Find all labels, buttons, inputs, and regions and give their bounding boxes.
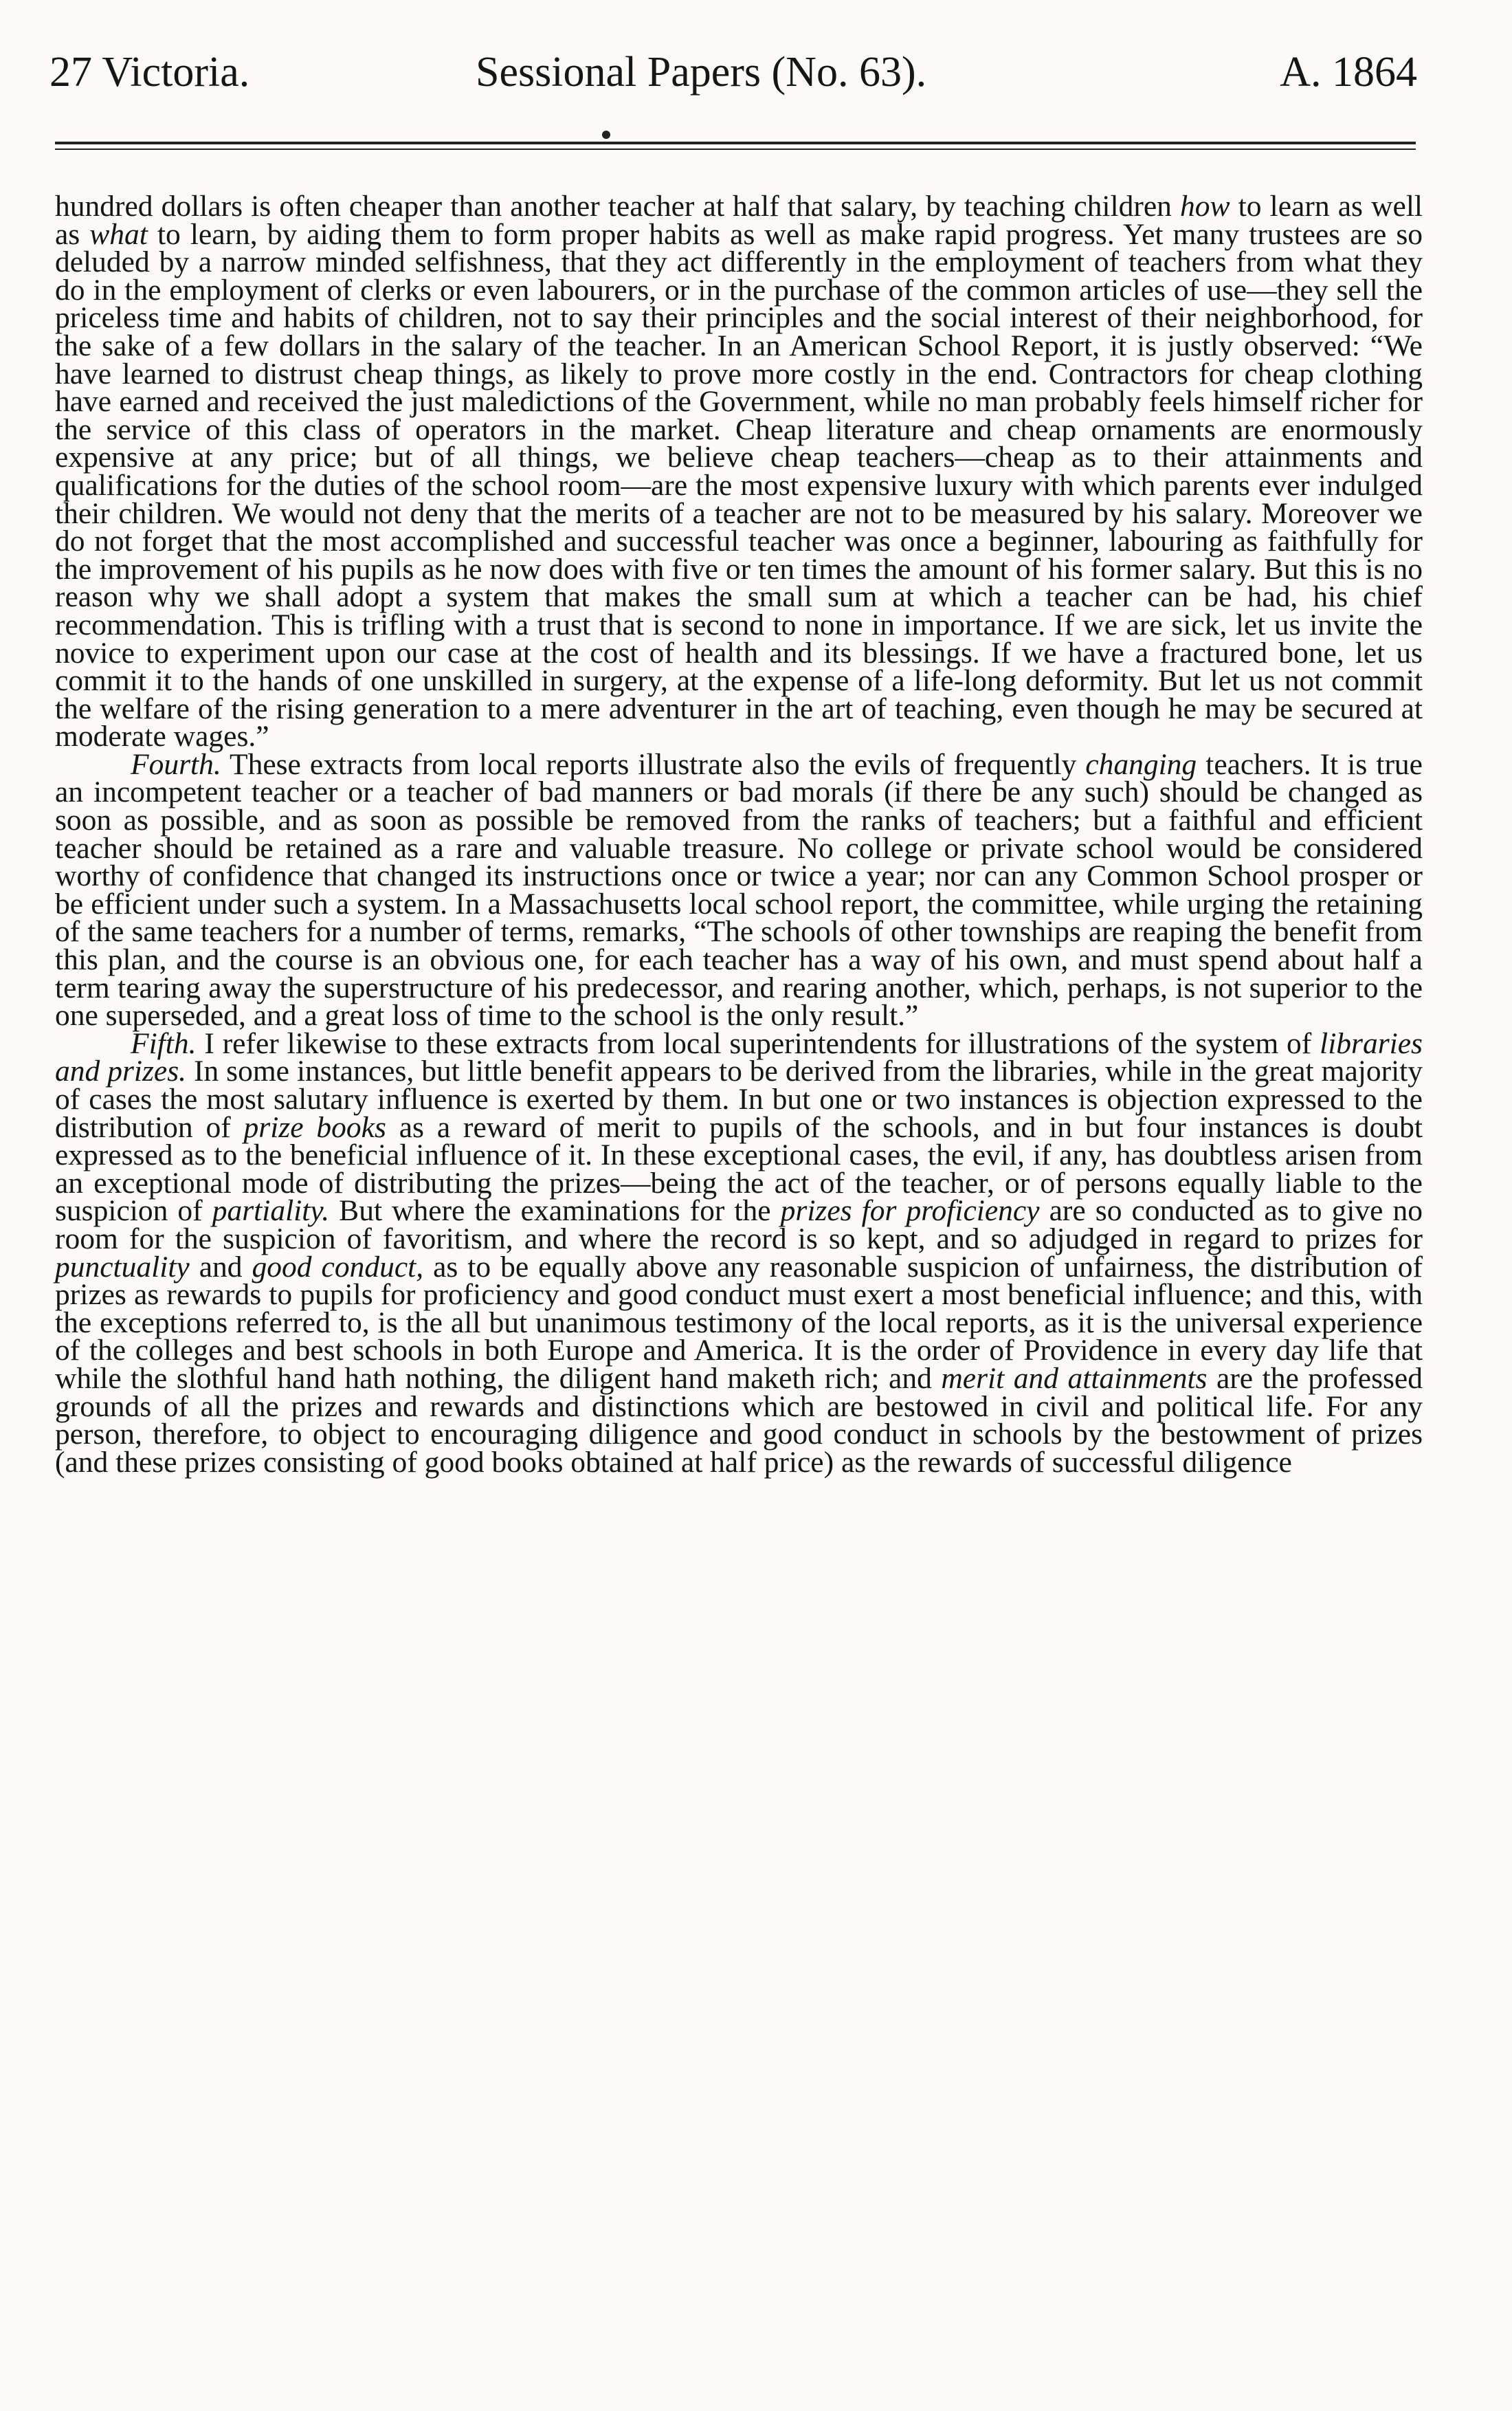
header-double-rule: [55, 142, 1416, 154]
header-year: A. 1864: [1280, 49, 1417, 96]
paragraph-lead-fifth: Fifth.: [131, 1026, 197, 1060]
paragraph-fourth: Fourth. These extracts from local reports illustrate also the evils of frequently changing teachers. It is true an incompetent teacher or a teacher of bad manners or bad morals (if there be any such) should be changed as soon as possible, and as soon as possible be removed from the ranks of teachers; but a faithful and efficient teacher should be retained as a rare and valuable treasure. No college or private school would be considered worthy of confidence that changed its instructions once or twice a year; nor can any Common School prosper or be efficient under such a system. In a Massachusetts local school report, the committee, while urging the retaining of the same teachers for a number of terms, remarks, “The schools of other townships are reaping the benefit from this plan, and the course is an obvious one, for each teacher has a way of his own, and must spend about half a term tearing away the superstructure of his predecessor, and rearing another, which, perhaps, is not superior to the one superseded, and a great loss of time to the school is the only result.”: [55, 747, 1423, 1033]
paragraph-lead-fourth: Fourth.: [131, 747, 221, 781]
header-dot-ornament: [602, 131, 610, 139]
paragraph-fifth: Fifth. I refer likewise to these extracts from local superintendents for illustrations of the system of libraries and prizes. In some instances, but little benefit appears to be derived from the libraries, while in the great majority of cases the most salutary influence is exerted by them. In but one or two instances is objection expressed to the distribution of prize books as a reward of merit to pupils of the schools, and in but four instances is doubt expressed as to the beneficial influence of it. In these exceptional cases, the evil, if any, has doubtless arisen from an exceptional mode of distributing the prizes—being the act of the teacher, or of persons equally liable to the suspicion of partiality. But where the examinations for the prizes for proficiency are so conducted as to give no room for the suspicion of favoritism, and where the record is so kept, and so adjudged in regard to prizes for punctuality and good conduct, as to be equally above any reasonable suspicion of unfairness, the distribution of prizes as rewards to pupils for proficiency and good conduct must exert a most beneficial influence; and this, with the exceptions referred to, is the all but unanimous testimony of the local reports, as it is the universal experience of the colleges and best schools in both Europe and America. It is the order of Providence in every day life that while the slothful hand hath nothing, the diligent hand maketh rich; and merit and attainments are the professed grounds of all the prizes and rewards and distinctions which are bestowed in civil and political life. For any person, therefore, to object to encouraging diligence and good conduct in schools by the bestowment of prizes (and these prizes consisting of good books obtained at half price) as the rewards of successful diligence: [55, 1026, 1423, 1479]
header-session: 27 Victoria.: [49, 49, 250, 96]
report-body: [55, 190, 1423, 1479]
paragraph-cheap-teachers: hundred dollars is often cheaper than another teacher at half that salary, by teaching children how to learn as well as what to learn, by aiding them to form proper habits as well as make rapid progress. Yet many trustees are so deluded by a narrow minded selfishness, that they act differently in the employment of teachers from what they do in the employment of clerks or even labourers, or in the purchase of the common articles of use—they sell the priceless time and habits of children, not to say their principles and the social interest of their neighborhood, for the sake of a few dollars in the salary of the teacher. In an American School Report, it is justly observed: “We have learned to distrust cheap things, as likely to prove more costly in the end. Contractors for cheap clothing have earned and received the just maledictions of the Government, while no man probably feels himself richer for the service of this class of operators in the market. Cheap literature and cheap ornaments are enormously expensive at any price; but of all things, we believe cheap teachers—cheap as to their attainments and qualifications for the duties of the school room—are the most expensive luxury with which parents ever indulged their children. We would not deny that the merits of a teacher are not to be measured by his salary. Moreover we do not forget that the most accomplished and successful teacher was once a beginner, labouring as faithfully for the improvement of his pupils as he now does with five or ten times the amount of his former salary. But this is no reason why we shall adopt a system that makes the small sum at which a teacher can be had, his chief recommendation. This is trifling with a trust that is second to none in importance. If we are sick, let us invite the novice to experiment upon our case at the cost of health and its blessings. If we have a fractured bone, let us commit it to the hands of one unskilled in surgery, at the expense of a life-long deformity. But let us not commit the welfare of the rising generation to a mere adventurer in the art of teaching, even though he may be secured at moderate wages.”: [55, 190, 1423, 753]
header-sessional-papers: Sessional Papers (No. 63).: [476, 49, 927, 96]
page-header: [49, 48, 1417, 110]
